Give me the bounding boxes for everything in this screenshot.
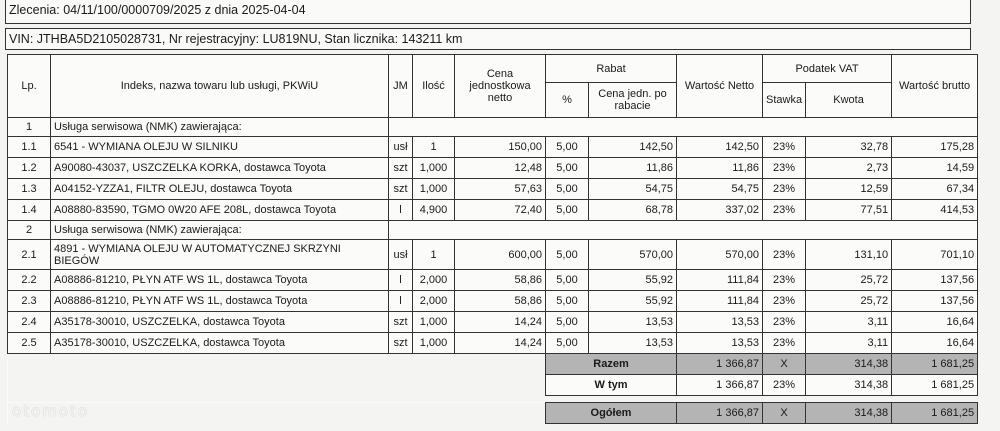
row-unit-price: 72,40 xyxy=(455,200,546,221)
row-discount-pct: 5,00 xyxy=(546,179,589,200)
table-body xyxy=(8,118,978,354)
section-row xyxy=(8,118,978,137)
row-name: A35178-30010, USZCZELKA, dostawca Toyota xyxy=(51,333,389,354)
row-discounted-price: 13,53 xyxy=(589,312,677,333)
header-gross-value: Wartość brutto xyxy=(892,55,978,118)
header-discount-pct: % xyxy=(546,83,589,118)
row-name: 6541 - WYMIANA OLEJU W SILNIKU xyxy=(51,137,389,158)
summary-w-tym-label: W tym xyxy=(546,375,677,396)
row-name: A04152-YZZA1, FILTR OLEJU, dostawca Toyota xyxy=(51,179,389,200)
row-discount-pct: 5,00 xyxy=(546,312,589,333)
row-lp: 1.2 xyxy=(8,158,51,179)
row-unit-price: 14,24 xyxy=(455,312,546,333)
row-gross-value: 67,34 xyxy=(892,179,978,200)
row-gross-value: 16,64 xyxy=(892,312,978,333)
header-lp: Lp. xyxy=(8,55,51,118)
row-vat-amount: 12,59 xyxy=(806,179,892,200)
summary-razem-rate: X xyxy=(763,354,806,375)
row-gross-value: 414,53 xyxy=(892,200,978,221)
row-jm: l xyxy=(389,291,413,312)
row-qty: 2,000 xyxy=(413,291,455,312)
row-lp: 1.3 xyxy=(8,179,51,200)
row-name: A90080-43037, USZCZELKA KORKA, dostawca Toyota xyxy=(51,158,389,179)
row-qty: 1,000 xyxy=(413,312,455,333)
row-net-value: 142,50 xyxy=(677,137,763,158)
row-qty: 2,000 xyxy=(413,270,455,291)
row-lp: 1.1 xyxy=(8,137,51,158)
table-row xyxy=(8,179,978,200)
row-vat-amount: 2,73 xyxy=(806,158,892,179)
table-row xyxy=(8,270,978,291)
row-jm: szt xyxy=(389,158,413,179)
row-name: A08886-81210, PŁYN ATF WS 1L, dostawca Toyota xyxy=(51,270,389,291)
row-vat-rate: 23% xyxy=(763,312,806,333)
summary-razem-vat: 314,38 xyxy=(806,354,892,375)
row-net-value: 13,53 xyxy=(677,312,763,333)
row-qty: 1,000 xyxy=(413,179,455,200)
table-summary xyxy=(8,354,978,424)
header-net-value: Wartość Netto xyxy=(677,55,763,118)
row-unit-price: 600,00 xyxy=(455,240,546,270)
row-vat-amount: 25,72 xyxy=(806,270,892,291)
summary-w-tym-gross: 1 681,25 xyxy=(892,375,978,396)
row-unit-price: 57,63 xyxy=(455,179,546,200)
row-vat-amount: 3,11 xyxy=(806,312,892,333)
row-unit-price: 58,86 xyxy=(455,291,546,312)
section-title: Usługa serwisowa (NMK) zawierająca: xyxy=(51,118,389,137)
row-vat-amount: 77,51 xyxy=(806,200,892,221)
row-discount-pct: 5,00 xyxy=(546,158,589,179)
row-unit-price: 14,24 xyxy=(455,333,546,354)
row-vat-amount: 3,11 xyxy=(806,333,892,354)
row-lp: 1.4 xyxy=(8,200,51,221)
summary-ogolem-net: 1 366,87 xyxy=(677,403,763,424)
row-discount-pct: 5,00 xyxy=(546,291,589,312)
row-vat-rate: 23% xyxy=(763,137,806,158)
row-unit-price: 58,86 xyxy=(455,270,546,291)
summary-ogolem-label: Ogółem xyxy=(546,403,677,424)
row-vat-rate: 23% xyxy=(763,240,806,270)
table-row xyxy=(8,333,978,354)
header-vat-rate: Stawka xyxy=(763,83,806,118)
row-discounted-price: 142,50 xyxy=(589,137,677,158)
row-vat-amount: 32,78 xyxy=(806,137,892,158)
row-gross-value: 137,56 xyxy=(892,270,978,291)
row-discount-pct: 5,00 xyxy=(546,240,589,270)
row-unit-price: 12,48 xyxy=(455,158,546,179)
row-discount-pct: 5,00 xyxy=(546,333,589,354)
row-vat-amount: 25,72 xyxy=(806,291,892,312)
row-discount-pct: 5,00 xyxy=(546,270,589,291)
invoice-table xyxy=(7,54,978,424)
row-net-value: 11,86 xyxy=(677,158,763,179)
order-number-line: Zlecenia: 04/11/100/0000709/2025 z dnia 2025-04-04 xyxy=(5,0,971,24)
row-net-value: 111,84 xyxy=(677,270,763,291)
row-jm: szt xyxy=(389,312,413,333)
row-qty: 1 xyxy=(413,240,455,270)
table-row xyxy=(8,158,978,179)
header-qty: Ilość xyxy=(413,55,455,118)
row-jm: usł xyxy=(389,240,413,270)
summary-razem-label: Razem xyxy=(546,354,677,375)
summary-ogolem-rate: X xyxy=(763,403,806,424)
header-vat-amount: Kwota xyxy=(806,83,892,118)
table-row xyxy=(8,312,978,333)
summary-razem-row xyxy=(8,354,978,375)
header-jm: JM xyxy=(389,55,413,118)
header-name: Indeks, nazwa towaru lub usługi, PKWiU xyxy=(51,55,389,118)
row-jm: l xyxy=(389,200,413,221)
row-gross-value: 701,10 xyxy=(892,240,978,270)
row-vat-rate: 23% xyxy=(763,200,806,221)
row-net-value: 337,02 xyxy=(677,200,763,221)
row-vat-rate: 23% xyxy=(763,270,806,291)
row-lp: 2.4 xyxy=(8,312,51,333)
row-net-value: 570,00 xyxy=(677,240,763,270)
vehicle-info-line: VIN: JTHBA5D2105028731, Nr rejestracyjny: LU819NU, Stan licznika: 143211 km xyxy=(5,28,971,50)
table-header xyxy=(8,55,978,118)
row-lp: 2.3 xyxy=(8,291,51,312)
row-discounted-price: 54,75 xyxy=(589,179,677,200)
row-qty: 1,000 xyxy=(413,333,455,354)
row-name: A08886-81210, PŁYN ATF WS 1L, dostawca Toyota xyxy=(51,291,389,312)
row-jm: szt xyxy=(389,333,413,354)
summary-ogolem-vat: 314,38 xyxy=(806,403,892,424)
row-qty: 4,900 xyxy=(413,200,455,221)
row-discounted-price: 570,00 xyxy=(589,240,677,270)
table-row xyxy=(8,240,978,270)
table-row xyxy=(8,291,978,312)
row-lp: 2.2 xyxy=(8,270,51,291)
row-name: 4891 - WYMIANA OLEJU W AUTOMATYCZNEJ SKRZYNI BIEGÓW xyxy=(51,240,389,270)
row-net-value: 111,84 xyxy=(677,291,763,312)
summary-ogolem-gross: 1 681,25 xyxy=(892,403,978,424)
row-gross-value: 175,28 xyxy=(892,137,978,158)
row-jm: szt xyxy=(389,179,413,200)
summary-w-tym-row xyxy=(8,375,978,396)
header-vat: Podatek VAT xyxy=(763,55,892,83)
table-row xyxy=(8,200,978,221)
row-vat-rate: 23% xyxy=(763,291,806,312)
summary-razem-net: 1 366,87 xyxy=(677,354,763,375)
summary-ogolem-row xyxy=(8,403,978,424)
row-net-value: 54,75 xyxy=(677,179,763,200)
header-unit-price: Cena jednostkowa netto xyxy=(455,55,546,118)
row-lp: 2.1 xyxy=(8,240,51,270)
row-gross-value: 16,64 xyxy=(892,333,978,354)
row-discount-pct: 5,00 xyxy=(546,137,589,158)
row-unit-price: 150,00 xyxy=(455,137,546,158)
row-net-value: 13,53 xyxy=(677,333,763,354)
section-title: Usługa serwisowa (NMK) zawierająca: xyxy=(51,221,389,240)
row-vat-rate: 23% xyxy=(763,179,806,200)
row-discounted-price: 68,78 xyxy=(589,200,677,221)
row-vat-rate: 23% xyxy=(763,333,806,354)
summary-w-tym-rate: 23% xyxy=(763,375,806,396)
row-lp: 2.5 xyxy=(8,333,51,354)
row-gross-value: 14,59 xyxy=(892,158,978,179)
row-jm: l xyxy=(389,270,413,291)
header-discounted-price: Cena jedn. po rabacie xyxy=(589,83,677,118)
row-gross-value: 137,56 xyxy=(892,291,978,312)
row-discounted-price: 13,53 xyxy=(589,333,677,354)
row-qty: 1 xyxy=(413,137,455,158)
row-discounted-price: 55,92 xyxy=(589,270,677,291)
row-qty: 1,000 xyxy=(413,158,455,179)
summary-w-tym-vat: 314,38 xyxy=(806,375,892,396)
summary-razem-gross: 1 681,25 xyxy=(892,354,978,375)
row-name: A08880-83590, TGMO 0W20 AFE 208L, dostawca Toyota xyxy=(51,200,389,221)
summary-w-tym-net: 1 366,87 xyxy=(677,375,763,396)
section-lp: 2 xyxy=(8,221,51,240)
row-name: A35178-30010, USZCZELKA, dostawca Toyota xyxy=(51,312,389,333)
row-discount-pct: 5,00 xyxy=(546,200,589,221)
row-discounted-price: 11,86 xyxy=(589,158,677,179)
row-vat-amount: 131,10 xyxy=(806,240,892,270)
section-row xyxy=(8,221,978,240)
row-discounted-price: 55,92 xyxy=(589,291,677,312)
table-row xyxy=(8,137,978,158)
row-vat-rate: 23% xyxy=(763,158,806,179)
row-jm: usł xyxy=(389,137,413,158)
watermark-logo: otomoto xyxy=(12,402,90,420)
section-lp: 1 xyxy=(8,118,51,137)
header-discount: Rabat xyxy=(546,55,677,83)
